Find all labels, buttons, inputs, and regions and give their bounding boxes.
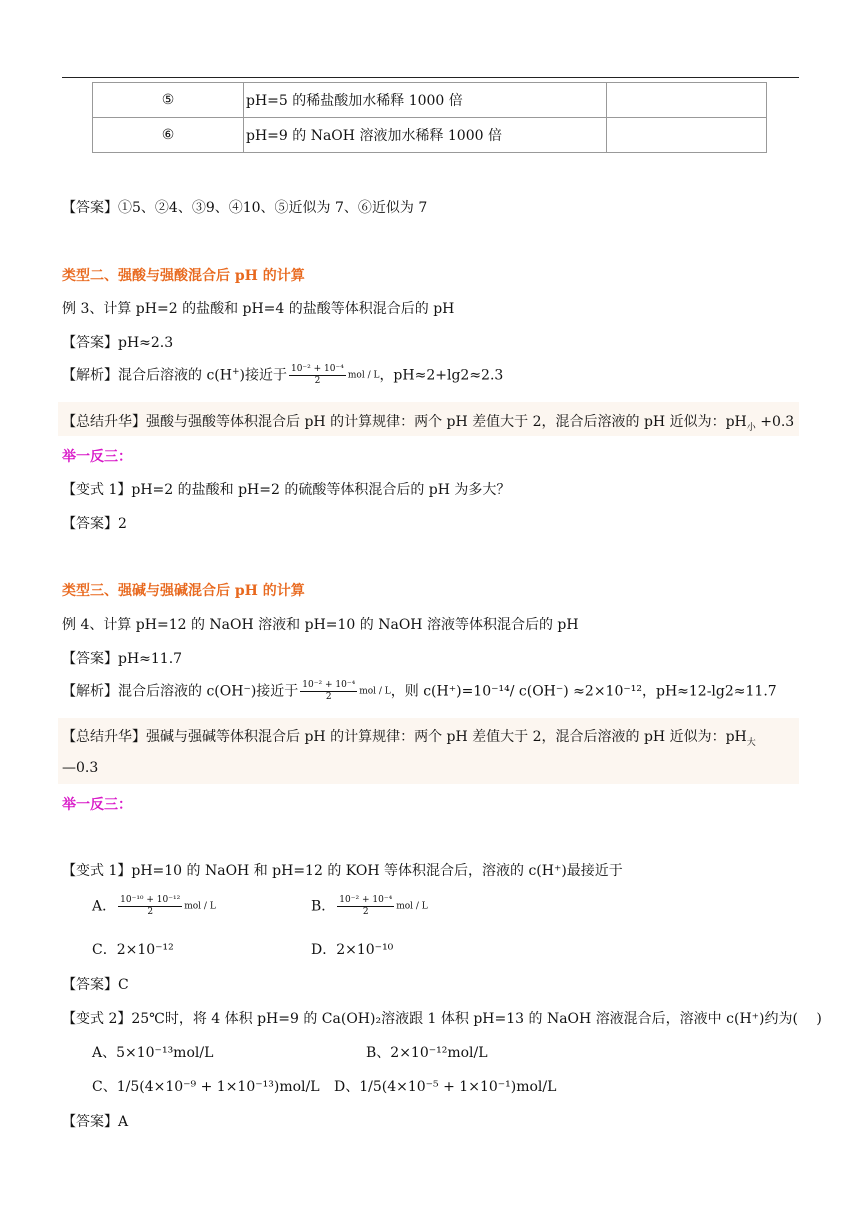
option-label: A． (92, 898, 117, 915)
option-a (92, 895, 216, 918)
row-number: ⑤ (93, 83, 244, 118)
fraction-denominator: 2 (147, 907, 154, 917)
fraction-denominator: 2 (314, 376, 321, 386)
answer-cell (607, 83, 767, 118)
analysis-text: ，则 c(H⁺)=10⁻¹⁴/ c(OH⁻) ≈2×10⁻¹²，pH≈12-lg2≈11.7 (390, 683, 777, 700)
analysis-text: 【解析】混合后溶液的 c(H (62, 367, 232, 384)
analysis-example-4 (62, 680, 777, 703)
analysis-example-3: 【解析】混合后溶液的 c(H+)接近于 $\frac{\text{10⁻² + 10⁻⁴}}{2}$ mol / L，pH≈2+lg2≈2.3 (62, 364, 504, 386)
row-number: ⑥ (93, 118, 244, 153)
option-b (311, 895, 428, 918)
fraction (300, 680, 357, 703)
analysis-text: 【解析】混合后溶液的 c(OH⁻)接近于 (62, 683, 299, 700)
example-3: 例 3、计算 pH=2 的盐酸和 pH=4 的盐酸等体积混合后的 pH (62, 301, 455, 317)
summary-type2 (62, 411, 794, 433)
practice-heading: 举一反三： (62, 797, 132, 813)
fraction-numerator: 10⁻² + 10⁻⁴ (302, 680, 356, 690)
option-c: C、1/5(4×10⁻⁹ + 1×10⁻¹³)mol/L (92, 1079, 320, 1095)
analysis-text: )接近于 (239, 367, 287, 384)
option-c: C．2×10⁻¹² (92, 942, 174, 958)
example-4: 例 4、计算 pH=12 的 NaOH 溶液和 pH=10 的 NaOH 溶液等体积混合后的 pH (62, 617, 579, 633)
fraction-numerator: 10⁻² + 10⁻⁴ (290, 364, 344, 374)
dilution-table (92, 82, 767, 153)
summary-text: 【总结升华】强碱与强碱等体积混合后 pH 的计算规律：两个 pH 差值大于 2，混合后溶液的 pH 近似为：pH (62, 729, 747, 745)
answer-table: 【答案】①5、②4、③9、④10、⑤近似为 7、⑥近似为 7 (62, 200, 428, 216)
answer-variant-2-type3: 【答案】A (62, 1114, 129, 1130)
option-b: B、2×10⁻¹²mol/L (366, 1045, 488, 1061)
row-description: pH=9 的 NaOH 溶液加水稀释 1000 倍 (244, 118, 607, 153)
practice-heading: 举一反三： (62, 449, 132, 465)
variant-1-type2: 【变式 1】pH=2 的盐酸和 pH=2 的硫酸等体积混合后的 pH 为多大？ (62, 482, 511, 498)
unit: mol / L (347, 370, 380, 381)
analysis-text: ，pH≈2+lg2≈2.3 (379, 367, 504, 384)
unit: mol / L (184, 901, 216, 912)
option-d: D．2×10⁻¹⁰ (311, 942, 394, 958)
answer-cell (607, 118, 767, 153)
section-heading-type2: 类型二、强酸与强酸混合后 pH 的计算 (62, 268, 305, 284)
variant-1-type3: 【变式 1】pH=10 的 NaOH 和 pH=12 的 KOH 等体积混合后，溶液的 c(H⁺)最接近于 (62, 863, 623, 879)
row-description: pH=5 的稀盐酸加水稀释 1000 倍 (244, 83, 607, 118)
summary-type3 (62, 726, 756, 748)
table-row (93, 118, 767, 153)
answer-example-4: 【答案】pH≈11.7 (62, 651, 183, 667)
option-a: A、5×10⁻¹³mol/L (92, 1045, 214, 1061)
variant-2-type3: 【变式 2】25℃时，将 4 体积 pH=9 的 Ca(OH)₂溶液跟 1 体积 pH=13 的 NaOH 溶液混合后，溶液中 c(H⁺)约为( ) (62, 1011, 822, 1027)
fraction-numerator: 10⁻¹⁰ + 10⁻¹² (120, 895, 181, 905)
table-row (93, 83, 767, 118)
unit: mol / L (396, 901, 428, 912)
option-label: B． (311, 898, 336, 915)
answer-variant-1-type3: 【答案】C (62, 977, 129, 993)
section-heading-type3: 类型三、强碱与强碱混合后 pH 的计算 (62, 583, 305, 599)
fraction (289, 364, 346, 387)
answer-example-3: 【答案】pH≈2.3 (62, 335, 174, 351)
summary-type3-line2: —0.3 (62, 760, 99, 776)
subscript: 小 (746, 422, 756, 433)
fraction (118, 895, 182, 918)
summary-text: +0.3 (755, 414, 795, 430)
fraction (337, 895, 394, 918)
header-rule (62, 77, 799, 78)
unit: mol / L (359, 686, 391, 697)
fraction-numerator: 10⁻² + 10⁻⁴ (339, 895, 393, 905)
fraction-denominator: 2 (325, 692, 332, 702)
summary-text: 【总结升华】强酸与强酸等体积混合后 pH 的计算规律：两个 pH 差值大于 2，混合后溶液的 pH 近似为：pH (62, 414, 747, 430)
fraction-denominator: 2 (362, 907, 369, 917)
answer-variant-1-type2: 【答案】2 (62, 516, 127, 532)
subscript: 大 (746, 737, 756, 748)
option-d: D、1/5(4×10⁻⁵ + 1×10⁻¹)mol/L (334, 1079, 557, 1095)
